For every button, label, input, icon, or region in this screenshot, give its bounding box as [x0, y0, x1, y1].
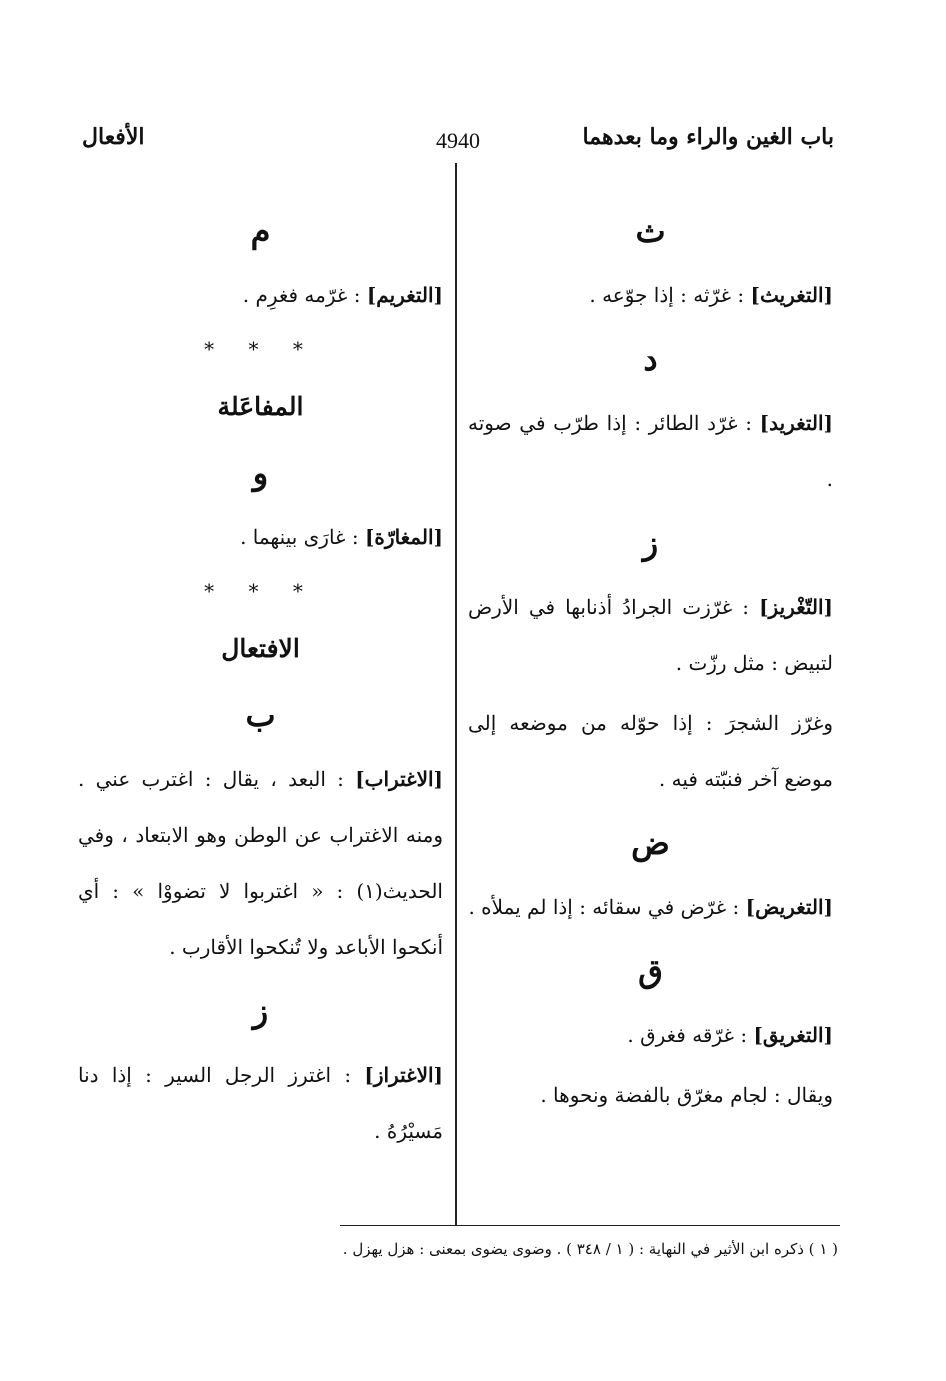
footnote-rule — [340, 1225, 840, 1226]
section-separator: * * * — [204, 579, 317, 603]
section-letter: م — [250, 212, 271, 250]
entry-text: : اغترز الرجل السير : إذا دنا مَسيْرُهُ . — [78, 1063, 443, 1143]
entry-text: : البعد ، يقال : اغترب عني . ومنه الاغتراب عن الوطن وهو الابتعاد ، وفي الحديث(١) : « اغتربوا لا تضووْا » : أي أنكحوا الأباعد ولا تُنكحوا الأقارب . — [78, 767, 443, 959]
dictionary-entry — [468, 695, 833, 807]
section-letter: ق — [638, 952, 663, 990]
entry-text: : غرّمه فغرِم . — [242, 283, 361, 307]
section-letter: ض — [631, 824, 670, 862]
entry-text: : غرّقه فغرق . — [627, 1023, 748, 1047]
column-divider — [455, 163, 457, 1225]
dictionary-entry — [468, 267, 833, 323]
entry-text: : غرّض في سقائه : إذا لم يملأه . — [468, 895, 740, 919]
section-letter: د — [643, 340, 658, 378]
dictionary-entry — [78, 509, 443, 565]
entry-term: [التغريد] — [759, 411, 833, 435]
entry-term: [التّغْريز] — [759, 595, 833, 619]
section-heading: المفاعَلة — [217, 392, 304, 421]
entry-text: ويقال : لجام مغرّق بالفضة ونحوها . — [540, 1083, 833, 1107]
dictionary-entry — [78, 267, 443, 323]
entry-term: [التغريق] — [753, 1023, 833, 1047]
dictionary-entry — [468, 879, 833, 935]
left-column — [78, 195, 443, 1163]
dictionary-entry — [468, 579, 833, 691]
entry-text: : غرّثه : إذا جوّعه . — [589, 283, 745, 307]
section-separator: * * * — [204, 337, 317, 361]
entry-term: [التغريض] — [745, 895, 833, 919]
entry-text: : غرّزت الجرادُ أذنابها في الأرض لتبيض : مثل رزّت . — [468, 595, 833, 675]
entry-term: [المغارّة] — [364, 525, 443, 549]
entry-term: [الاغتراز] — [364, 1063, 443, 1087]
dictionary-entry — [78, 1047, 443, 1159]
running-header-chapter: باب الغين والراء وما بعدهما — [582, 124, 834, 150]
page-number: 4940 — [436, 128, 480, 153]
dictionary-entry — [468, 1067, 833, 1123]
entry-term: [الاغتراب] — [355, 767, 444, 791]
section-letter: ز — [252, 992, 269, 1030]
right-column — [468, 195, 833, 1127]
section-letter: ث — [635, 212, 666, 250]
dictionary-entry — [468, 1007, 833, 1063]
dictionary-entry — [468, 395, 833, 507]
section-heading: الافتعال — [221, 634, 300, 663]
dictionary-entry — [78, 751, 443, 975]
entry-term: [التغريث] — [750, 283, 833, 307]
entry-text: : غرّد الطائر : إذا طرّب في صوته . — [468, 411, 833, 491]
section-letter: و — [252, 454, 269, 492]
entry-text: وغرّز الشجرَ : إذا حوّله من موضعه إلى موضع آخر فنبّته فيه . — [468, 711, 833, 791]
entry-term: [التغريم] — [366, 283, 443, 307]
entry-text: : غارَى بينهما . — [240, 525, 359, 549]
footnote: ( ١ ) ذكره ابن الأثير في النهاية : ( ١ / ٣٤٨ ) . وضوى يضوى بمعنى : هزل يهزل . — [342, 1240, 838, 1258]
section-letter: ب — [245, 696, 276, 734]
running-header-section: الأفعال — [82, 124, 145, 150]
section-letter: ز — [642, 524, 659, 562]
